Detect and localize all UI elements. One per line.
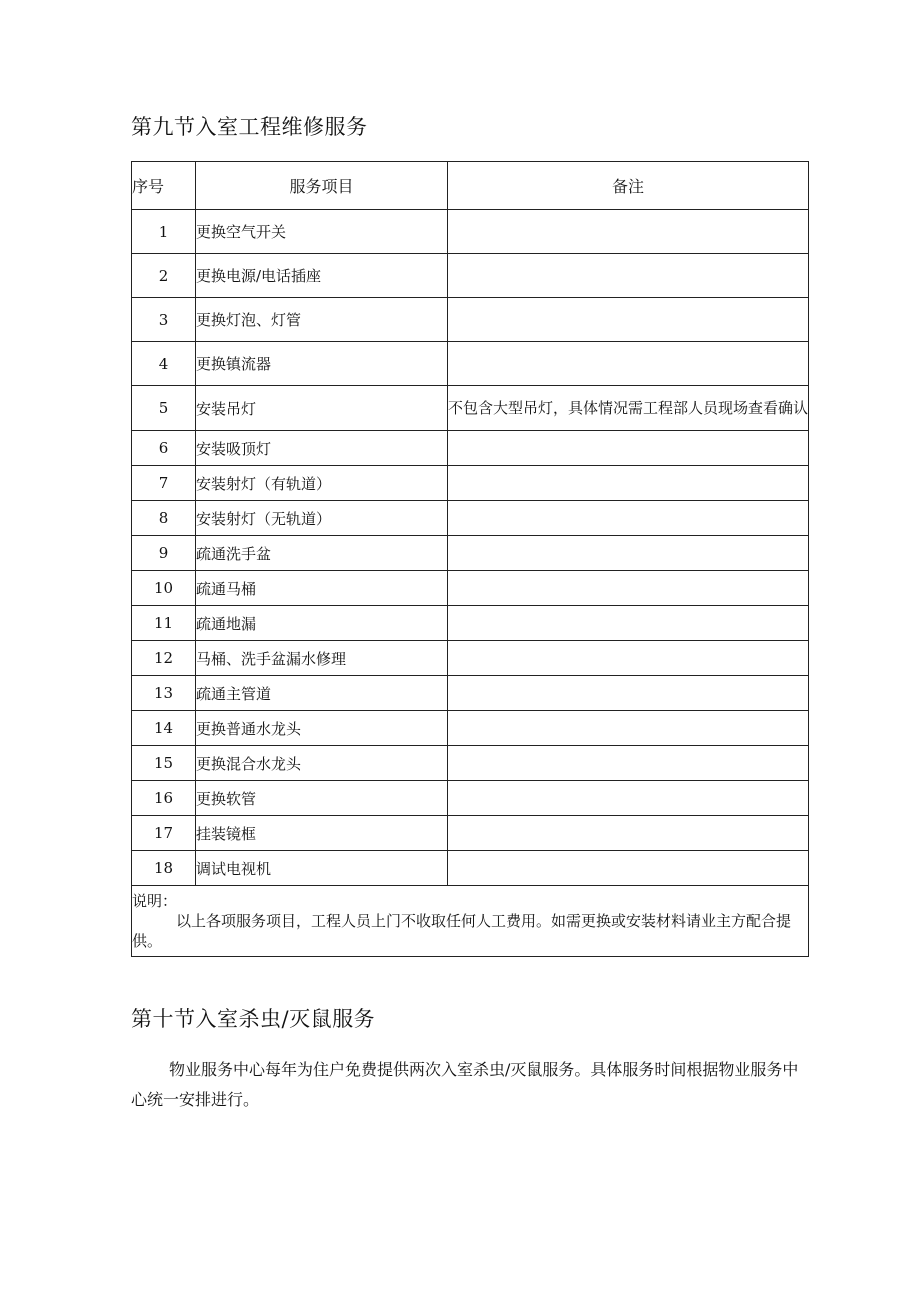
explain-row [132,886,809,957]
row-remark [448,571,809,606]
row-service-item: 更换普通水龙头 [196,711,448,746]
row-service-item: 更换混合水龙头 [196,746,448,781]
row-service-item: 疏通马桶 [196,571,448,606]
row-remark: 不包含大型吊灯，具体情况需工程部人员现场查看确认 [448,386,809,431]
row-service-item: 更换灯泡、灯管 [196,298,448,342]
table-header-row [132,162,809,210]
row-remark [448,746,809,781]
table-row [132,466,809,501]
explain-text: 以上各项服务项目，工程人员上门不收取任何人工费用。如需更换或安装材料请业主方配合提供。 [132,912,792,950]
row-remark [448,711,809,746]
row-number: 13 [132,676,196,711]
table-row [132,816,809,851]
section-9-title: 第九节入室工程维修服务 [131,115,368,139]
row-remark [448,466,809,501]
row-remark [448,254,809,298]
table-row [132,606,809,641]
row-number: 18 [132,851,196,886]
row-number: 9 [132,536,196,571]
row-number: 8 [132,501,196,536]
row-service-item: 马桶、洗手盆漏水修理 [196,641,448,676]
row-service-item: 更换空气开关 [196,210,448,254]
table-row [132,386,809,431]
row-service-item: 安装吸顶灯 [196,431,448,466]
row-remark [448,606,809,641]
table-row [132,298,809,342]
table-row [132,431,809,466]
row-remark [448,210,809,254]
row-number: 12 [132,641,196,676]
header-number: 序号 [132,162,196,210]
row-remark [448,781,809,816]
row-service-item: 更换电源/电话插座 [196,254,448,298]
row-number: 11 [132,606,196,641]
row-service-item: 疏通地漏 [196,606,448,641]
table-row [132,501,809,536]
row-service-item: 调试电视机 [196,851,448,886]
section-10-paragraph [131,1055,808,1115]
row-service-item: 更换镇流器 [196,342,448,386]
row-number: 4 [132,342,196,386]
row-remark [448,536,809,571]
row-number: 3 [132,298,196,342]
row-number: 14 [132,711,196,746]
row-remark [448,641,809,676]
header-service-item: 服务项目 [196,162,448,210]
row-number: 5 [132,386,196,431]
explain-label: 说明： [132,892,178,910]
row-service-item: 安装射灯（无轨道） [196,501,448,536]
row-service-item: 疏通主管道 [196,676,448,711]
row-service-item: 更换软管 [196,781,448,816]
row-remark [448,816,809,851]
row-number: 10 [132,571,196,606]
row-service-item: 疏通洗手盆 [196,536,448,571]
table-row [132,641,809,676]
row-remark [448,431,809,466]
table-row [132,210,809,254]
row-remark [448,501,809,536]
table-row [132,536,809,571]
row-remark [448,851,809,886]
row-number: 7 [132,466,196,501]
row-remark [448,676,809,711]
row-number: 6 [132,431,196,466]
table-row [132,342,809,386]
explain-text-wrap [132,911,808,951]
row-remark [448,298,809,342]
row-number: 1 [132,210,196,254]
row-service-item: 安装吊灯 [196,386,448,431]
row-remark [448,342,809,386]
row-number: 2 [132,254,196,298]
table-row [132,746,809,781]
explain-cell [132,886,809,957]
row-service-item: 安装射灯（有轨道） [196,466,448,501]
section-10-paragraph-text: 物业服务中心每年为住户免费提供两次入室杀虫/灭鼠服务。具体服务时间根据物业服务中心统一安排进行。 [131,1060,799,1109]
header-remark: 备注 [448,162,809,210]
table-row [132,781,809,816]
service-table [131,161,809,957]
table-row [132,711,809,746]
row-number: 17 [132,816,196,851]
table-row [132,851,809,886]
row-service-item: 挂装镜框 [196,816,448,851]
table-row [132,676,809,711]
section-10-title: 第十节入室杀虫/灭鼠服务 [131,1007,376,1031]
row-number: 15 [132,746,196,781]
row-number: 16 [132,781,196,816]
table-row [132,254,809,298]
table-row [132,571,809,606]
